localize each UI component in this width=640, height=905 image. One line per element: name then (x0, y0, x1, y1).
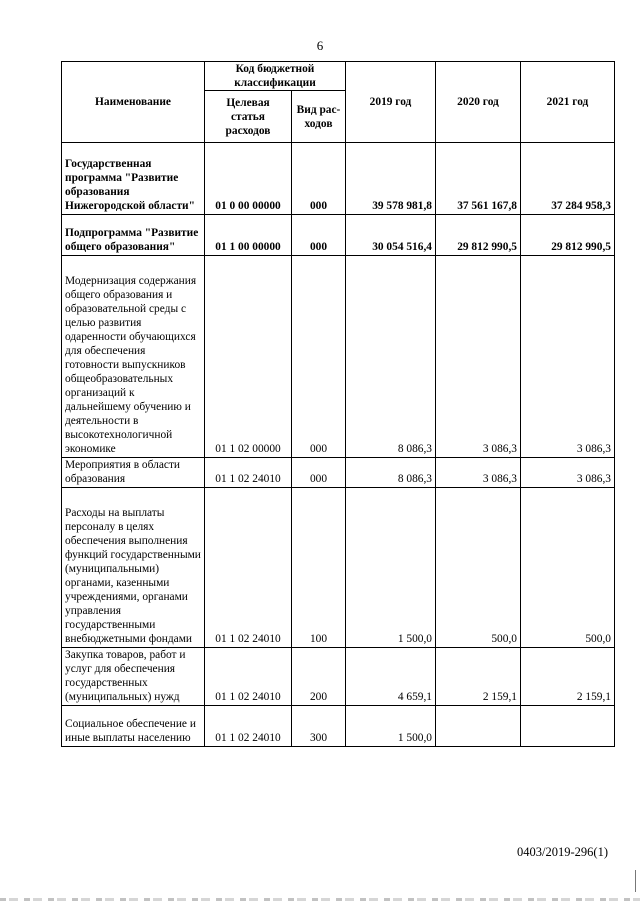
row-name: Государственная программа "Развитие образования Нижегородской области" (62, 143, 205, 215)
row-name: Расходы на выплаты персоналу в целях обеспечения выполнения функций государственными (муниципальными) органами, казенными учреждениями, органами управления государственными внебюджетными фондами (62, 488, 205, 648)
row-target-article: 01 1 02 24010 (205, 488, 292, 648)
header-2021: 2021 год (521, 62, 615, 143)
row-value-2019: 39 578 981,8 (346, 143, 436, 215)
row-value-2020: 3 086,3 (436, 458, 521, 488)
row-value-2019: 30 054 516,4 (346, 215, 436, 256)
row-value-2020: 500,0 (436, 488, 521, 648)
table-row (62, 458, 615, 488)
row-value-2021: 500,0 (521, 488, 615, 648)
row-target-article: 01 1 02 00000 (205, 256, 292, 458)
row-expense-type: 000 (292, 458, 346, 488)
row-target-article: 01 1 02 24010 (205, 706, 292, 747)
row-value-2019: 8 086,3 (346, 458, 436, 488)
row-name: Мероприятия в области образования (62, 458, 205, 488)
row-value-2021: 37 284 958,3 (521, 143, 615, 215)
row-name: Закупка товаров, работ и услуг для обеспечения государственных (муниципальных) нужд (62, 648, 205, 706)
row-expense-type: 000 (292, 215, 346, 256)
budget-table (61, 61, 615, 747)
table-row (62, 256, 615, 458)
row-value-2019: 8 086,3 (346, 256, 436, 458)
scan-edge-mark (635, 870, 636, 892)
table-row (62, 488, 615, 648)
table-row (62, 143, 615, 215)
row-expense-type: 000 (292, 256, 346, 458)
page-number: 6 (316, 38, 324, 53)
row-target-article: 01 0 00 00000 (205, 143, 292, 215)
row-value-2021: 2 159,1 (521, 648, 615, 706)
row-value-2020: 29 812 990,5 (436, 215, 521, 256)
row-target-article: 01 1 02 24010 (205, 458, 292, 488)
document-code: 0403/2019-296(1) (517, 845, 608, 859)
table-row (62, 648, 615, 706)
row-value-2020: 37 561 167,8 (436, 143, 521, 215)
row-target-article: 01 1 02 24010 (205, 648, 292, 706)
row-value-2021: 3 086,3 (521, 458, 615, 488)
header-2019: 2019 год (346, 62, 436, 143)
row-value-2019: 4 659,1 (346, 648, 436, 706)
row-expense-type: 300 (292, 706, 346, 747)
header-name: Наименование (62, 62, 205, 143)
table-row (62, 706, 615, 747)
row-value-2020 (436, 706, 521, 747)
row-value-2021: 29 812 990,5 (521, 215, 615, 256)
row-value-2019: 1 500,0 (346, 706, 436, 747)
scan-bottom-noise (0, 898, 640, 901)
row-expense-type: 000 (292, 143, 346, 215)
table-row (62, 215, 615, 256)
row-value-2021: 3 086,3 (521, 256, 615, 458)
row-expense-type: 100 (292, 488, 346, 648)
row-name: Социальное обеспечение и иные выплаты населению (62, 706, 205, 747)
header-expense-type: Вид рас-ходов (292, 91, 346, 143)
row-value-2019: 1 500,0 (346, 488, 436, 648)
row-value-2020: 3 086,3 (436, 256, 521, 458)
row-value-2020: 2 159,1 (436, 648, 521, 706)
row-value-2021 (521, 706, 615, 747)
row-target-article: 01 1 00 00000 (205, 215, 292, 256)
row-name: Подпрограмма "Развитие общего образования" (62, 215, 205, 256)
header-target-article: Целевая статья расходов (205, 91, 292, 143)
row-expense-type: 200 (292, 648, 346, 706)
header-budget-code: Код бюджетной классификации (205, 62, 346, 91)
header-2020: 2020 год (436, 62, 521, 143)
row-name: Модернизация содержания общего образования и образовательной среды с целью развития одаренности обучающихся для обеспечения готовности выпускников общеобразовательных организаций к дальнейшему обучению и деятельности в высокотехнологичной экономике (62, 256, 205, 458)
